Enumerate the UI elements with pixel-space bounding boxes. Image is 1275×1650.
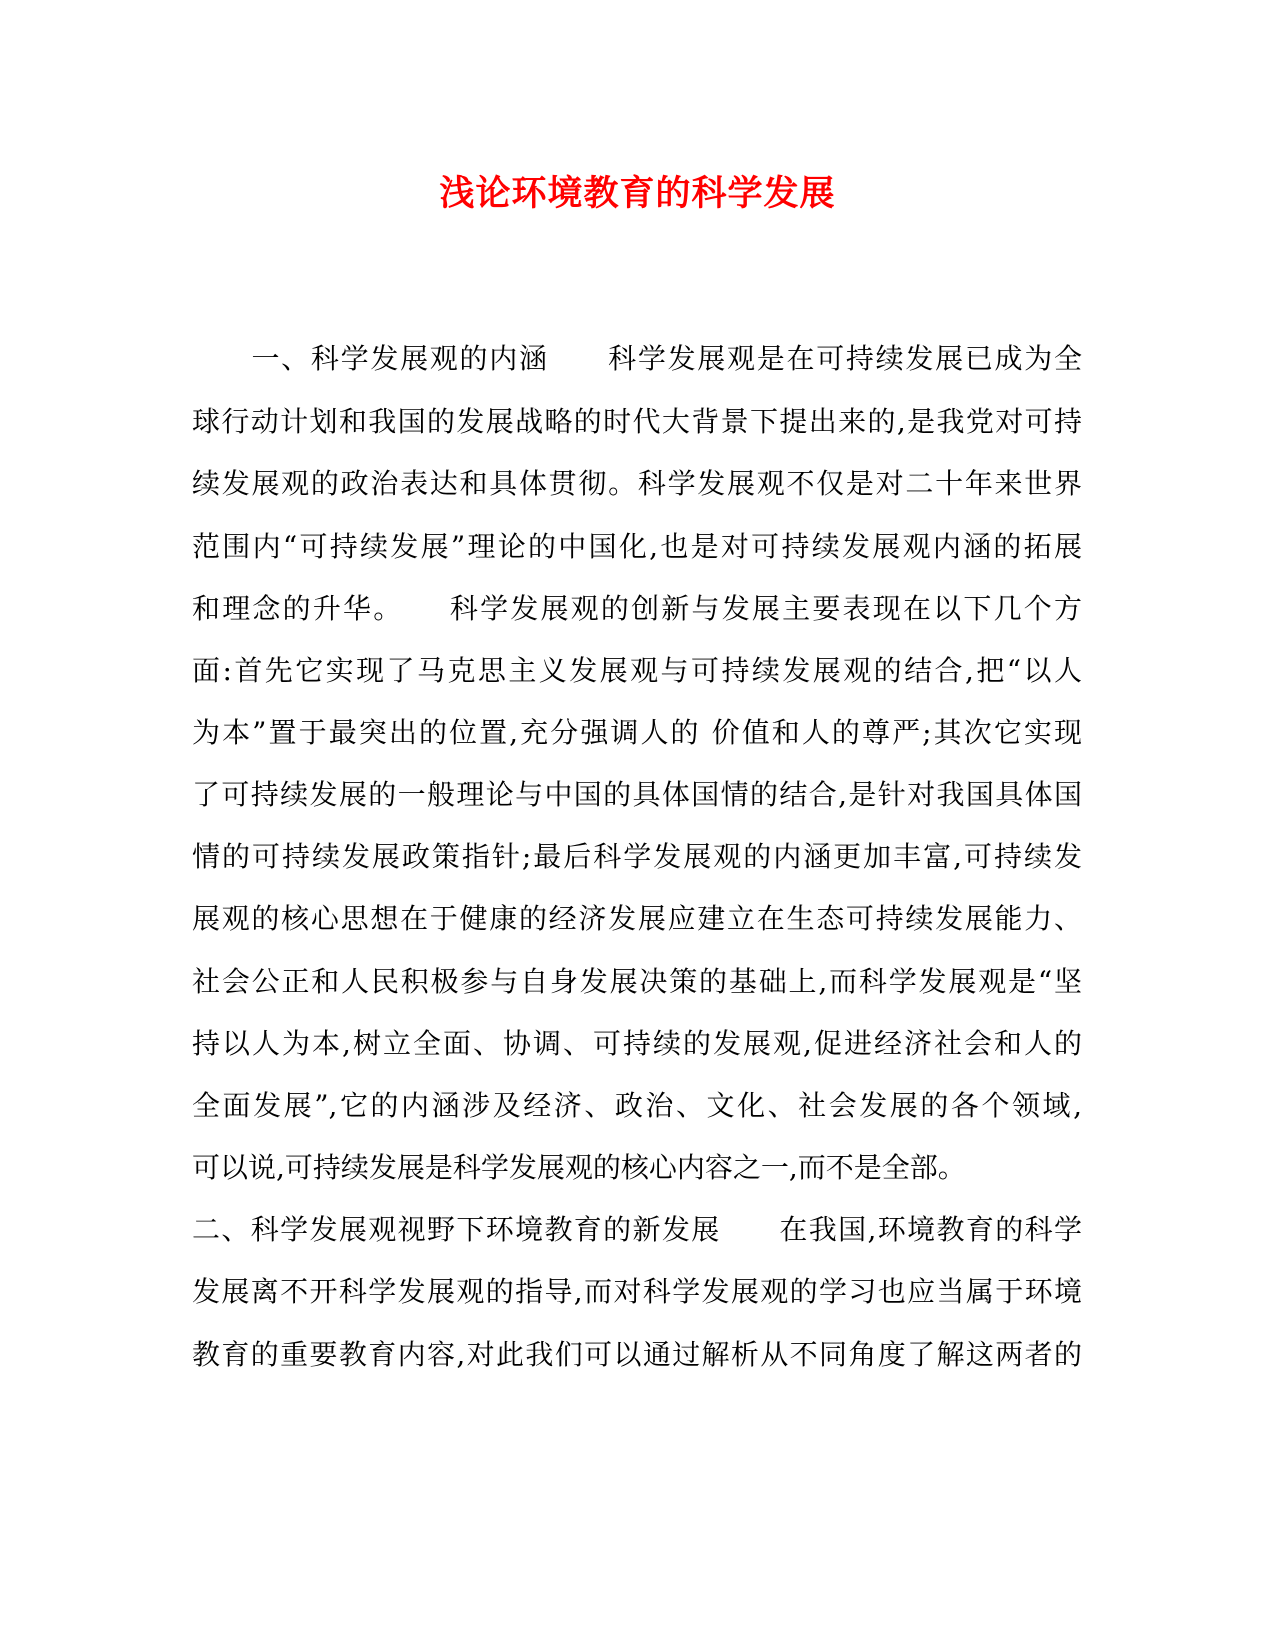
body-line: 范围内“可持续发展”理论的中国化,也是对可持续发展观内涵的拓展 xyxy=(192,530,1082,563)
body-line: 一、科学发展观的内涵 科学发展观是在可持续发展已成为全 xyxy=(192,342,1082,375)
body-line: 展观的核心思想在于健康的经济发展应建立在生态可持续发展能力、 xyxy=(192,902,1082,935)
body-line: 为本”置于最突出的位置,充分强调人的 价值和人的尊严;其次它实现 xyxy=(192,716,1082,749)
body-line: 教育的重要教育内容,对此我们可以通过解析从不同角度了解这两者的 xyxy=(192,1338,1082,1371)
body-line: 全面发展”,它的内涵涉及经济、政治、文化、社会发展的各个领域, xyxy=(192,1089,1082,1122)
body-line: 面:首先它实现了马克思主义发展观与可持续发展观的结合,把“以人 xyxy=(192,654,1082,687)
body-line: 发展离不开科学发展观的指导,而对科学发展观的学习也应当属于环境 xyxy=(192,1275,1082,1308)
body-line: 社会公正和人民积极参与自身发展决策的基础上,而科学发展观是“坚 xyxy=(192,965,1082,998)
body-line: 了可持续发展的一般理论与中国的具体国情的结合,是针对我国具体国 xyxy=(192,778,1082,811)
body-line: 和理念的升华。 科学发展观的创新与发展主要表现在以下几个方 xyxy=(192,592,1082,625)
document-title: 浅论环境教育的科学发展 xyxy=(439,173,836,214)
body-line: 二、科学发展观视野下环境教育的新发展 在我国,环境教育的科学 xyxy=(192,1213,1082,1246)
body-line: 情的可持续发展政策指针;最后科学发展观的内涵更加丰富,可持续发 xyxy=(192,840,1082,873)
body-line: 可以说,可持续发展是科学发展观的核心内容之一,而不是全部。 xyxy=(192,1151,966,1184)
body-line: 续发展观的政治表达和具体贯彻。科学发展观不仅是对二十年来世界 xyxy=(192,467,1082,500)
body-line: 球行动计划和我国的发展战略的时代大背景下提出来的,是我党对可持 xyxy=(192,405,1082,438)
body-line: 持以人为本,树立全面、协调、可持续的发展观,促进经济社会和人的 xyxy=(192,1027,1082,1060)
